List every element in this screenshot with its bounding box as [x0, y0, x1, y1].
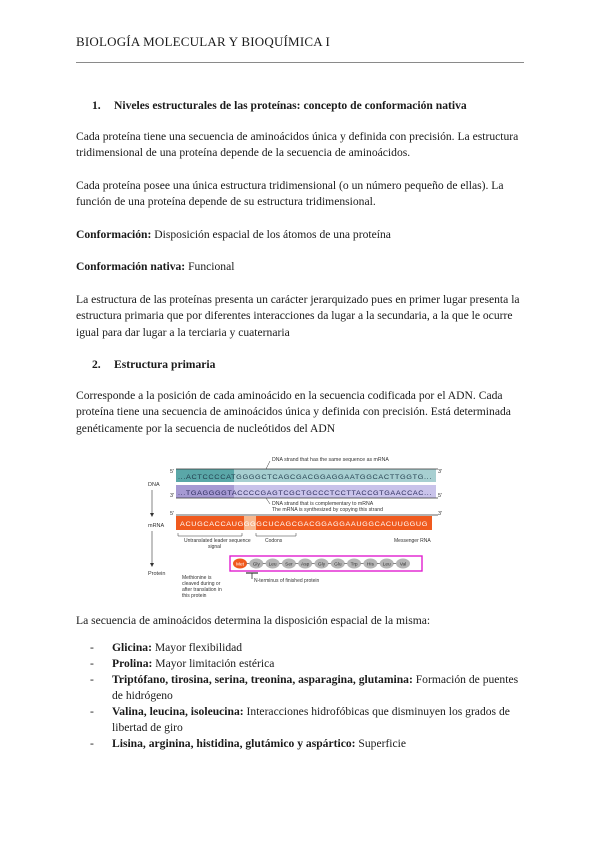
list-item-term: Glicina:: [112, 640, 152, 654]
paragraph: Corresponde a la posición de cada aminoácido en la secuencia codificada por el ADN. Cada proteína tiene una secuencia de aminoácidos única y definida con precisión. Está determinada genéticamente por la secuencia de nucleótidos del ADN: [76, 388, 511, 435]
amino-acid-label: Val: [399, 562, 407, 568]
signal-label: signal: [208, 544, 222, 550]
section-number: 2.: [92, 358, 101, 371]
bullet-dash: -: [90, 736, 94, 750]
list-item-term: Lisina, arginina, histidina, glutámico y aspártico:: [112, 736, 356, 750]
paragraph: Cada proteína posee una única estructura tridimensional (o un número pequeño de ellas). La función de una proteína depende de su estructura tridimensional.: [76, 178, 504, 208]
amino-acid-properties-list: [90, 640, 528, 752]
amino-acid-label: Trp: [350, 562, 358, 568]
paragraph: La secuencia de aminoácidos determina la disposición espacial de la misma:: [76, 614, 431, 627]
amino-acid-label: Asp: [301, 562, 310, 568]
list-item-text: Formación de puentes de hidrógeno: [112, 672, 519, 702]
amino-acid-label: Leu: [382, 562, 391, 568]
callout-template-strand: DNA strand that is complementary to mRNA: [272, 501, 374, 507]
list-item: [90, 736, 528, 752]
methionine-note: Methionine is cleaved during or after translation in this protein: [182, 575, 222, 599]
bullet-dash: -: [90, 656, 94, 670]
n-terminus-label: N-terminus of finished protein: [254, 578, 320, 584]
dna-bottom-three-prime: 3': [170, 493, 175, 499]
amino-acid-chain: [233, 559, 410, 569]
document-body: [76, 98, 528, 752]
list-item-text: Interacciones hidrofóbicas que disminuyen los grados de libertad de giro: [112, 704, 510, 734]
amino-acid-label: Ser: [285, 562, 293, 568]
section-title: Niveles estructurales de las proteínas: concepto de conformación nativa: [114, 99, 467, 112]
mrna-three-prime: 3': [438, 511, 443, 517]
amino-acid-label: Gly: [252, 562, 260, 568]
definition-text: Disposición espacial de los átomos de una proteína: [151, 227, 391, 241]
amino-acid-label: Met: [236, 562, 244, 568]
bullet-dash: -: [90, 704, 94, 718]
page-header: BIOLOGÍA MOLECULAR Y BIOQUÍMICA I: [76, 34, 331, 49]
definition-term: Conformación:: [76, 227, 152, 241]
amino-acid-label: Glu: [334, 562, 342, 568]
definition-conformacion-nativa: [76, 259, 528, 276]
definition-conformacion: [76, 227, 528, 244]
callout-coding-strand: DNA strand that has the same sequence as mRNA: [272, 457, 389, 463]
amino-acid-label: His: [366, 562, 374, 568]
mrna-sequence: ACUGCACCAUGGGGCUCAGCGACGGAGGAAUGGCACUUGGUG: [180, 521, 428, 528]
messenger-rna-label: Messenger RNA: [394, 538, 431, 544]
list-item-term: Valina, leucina, isoleucina:: [112, 704, 244, 718]
list-item: [90, 672, 528, 704]
list-item-term: Triptófano, tirosina, serina, treonina, asparagina, glutamina:: [112, 672, 413, 686]
callout-synthesis-note: The mRNA is synthesized by copying this strand: [272, 507, 384, 513]
mrna-five-prime: 5': [170, 511, 175, 517]
translation-diagram: [148, 453, 448, 599]
paragraph: Cada proteína tiene una secuencia de aminoácidos única y definida con precisión. La estructura tridimensional de una proteína depende de la secuencia de aminoácidos.: [76, 129, 519, 159]
list-item-text: Superficie: [355, 736, 407, 750]
dna-to-protein-figure: [148, 453, 448, 599]
definition-text: Funcional: [185, 260, 235, 273]
amino-acid-label: Gly: [317, 562, 326, 568]
bullet-dash: -: [90, 672, 94, 686]
list-item-text: Mayor limitación estérica: [152, 656, 275, 670]
mrna-label: mRNA: [148, 523, 165, 529]
dna-top-three-prime: 3': [438, 469, 443, 475]
dna-label: DNA: [148, 482, 160, 488]
section-number: 1.: [92, 99, 101, 112]
list-item: [90, 640, 528, 656]
bullet-dash: -: [90, 640, 94, 654]
untranslated-leader-label: Untranslated leader sequence: [184, 538, 251, 544]
list-item: [90, 656, 528, 672]
paragraph: La estructura de las proteínas presenta un carácter jerarquizado pues en primer lugar presenta la estructura primaria que por diferentes interacciones da lugar a la secundaria, a la que le ocurre igual para dar lugar a la terciaria y cuaternaria: [76, 292, 520, 339]
amino-acid-label: Leu: [268, 562, 277, 568]
list-item: [90, 704, 528, 736]
section-1-heading: [92, 98, 528, 115]
dna-top-five-prime: 5': [170, 469, 175, 475]
codons-label: Codons: [265, 538, 283, 544]
section-2-heading: [92, 357, 528, 374]
definition-term: Conformación nativa:: [76, 260, 186, 273]
dna-top-sequence: ...ACTCCCCATGGGGCTCAGCGACGGAGGAATGGCACTTGGTG...: [178, 474, 432, 481]
header-divider: [76, 62, 524, 63]
dna-bottom-five-prime: 5': [438, 493, 443, 499]
section-title: Estructura primaria: [114, 358, 216, 371]
list-item-term: Prolina:: [112, 656, 153, 670]
protein-label: Protein: [148, 571, 166, 577]
dna-bottom-sequence: ...TGAGGGGTACCCCGAGTCGCTGCCCTCCTTACCGTGAACCAC...: [178, 490, 432, 497]
list-item-text: Mayor flexibilidad: [151, 640, 243, 654]
